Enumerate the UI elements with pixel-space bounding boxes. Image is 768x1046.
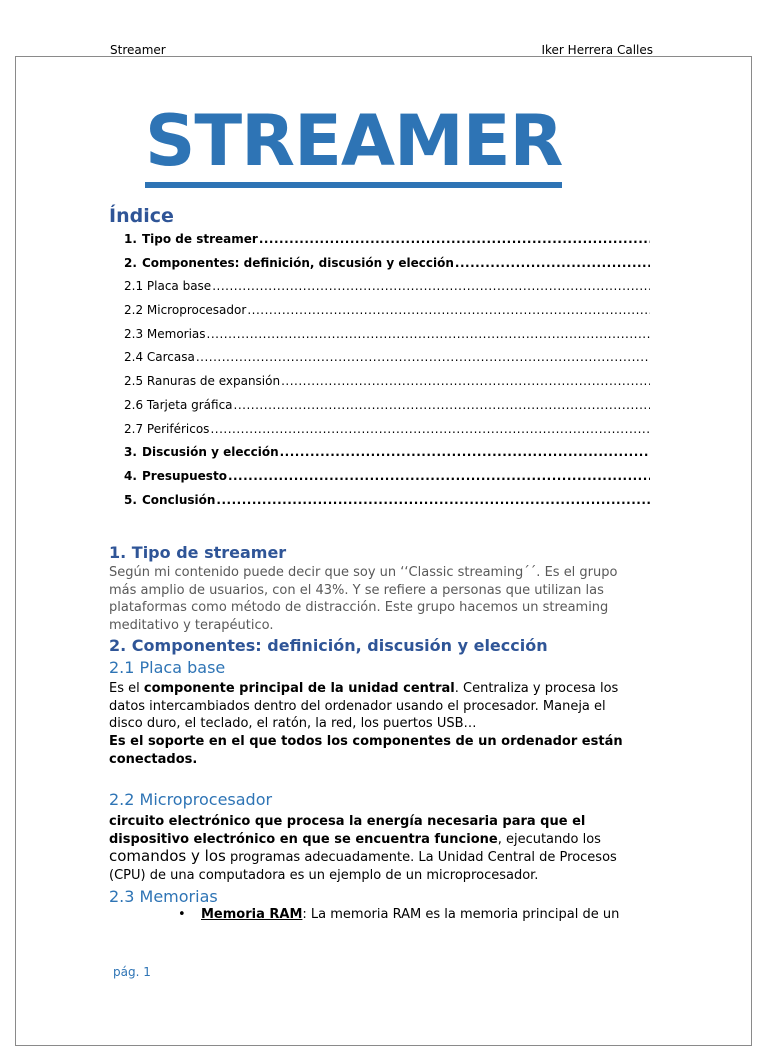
toc-leader-dots <box>212 279 650 293</box>
page-number: pág. 1 <box>113 965 151 979</box>
subsection-heading-microprocesador: 2.2 Microprocesador <box>109 790 273 809</box>
toc-leader-dots <box>207 327 650 341</box>
toc-item-label: 2.2 Microprocesador <box>124 303 247 318</box>
bullet-icon: • <box>178 907 186 922</box>
toc-leader-dots <box>196 350 650 364</box>
toc-leader-dots <box>455 256 650 270</box>
placa-base-definition <box>109 733 637 768</box>
text-run-bold: componente principal de la unidad central <box>143 681 455 696</box>
toc-heading: Índice <box>109 205 174 227</box>
toc-item-label: Componentes: definición, discusión y elección <box>142 255 454 270</box>
document-title: STREAMER <box>145 100 562 188</box>
toc-leader-dots <box>210 422 650 436</box>
toc-leader-dots <box>234 398 650 412</box>
toc-item[interactable] <box>124 445 650 469</box>
table-of-contents <box>124 232 650 516</box>
list-item-term: Memoria RAM <box>201 907 303 922</box>
toc-item-label: 2.3 Memorias <box>124 326 206 341</box>
section-heading-componentes: 2. Componentes: definición, discusión y elección <box>109 636 548 655</box>
toc-leader-dots <box>228 469 650 483</box>
toc-item-label: 2.4 Carcasa <box>124 350 195 365</box>
subsection-heading-memorias: 2.3 Memorias <box>109 887 218 906</box>
toc-item-label: 2.5 Ranuras de expansión <box>124 374 281 389</box>
toc-item[interactable] <box>124 303 650 327</box>
list-item-text: : La memoria RAM es la memoria principal de un <box>302 907 620 922</box>
toc-item-label: 2.7 Periféricos <box>124 421 210 436</box>
toc-item[interactable] <box>124 350 650 374</box>
toc-item-number: 2. <box>124 255 137 270</box>
toc-item-label: 2.6 Tarjeta gráfica <box>124 397 233 412</box>
toc-item-label: 2.1 Placa base <box>124 279 212 294</box>
toc-item-label: Conclusión <box>142 492 216 507</box>
toc-item-label: Discusión y elección <box>142 445 279 460</box>
text-run: Es el <box>109 681 144 696</box>
toc-item-label: Tipo de streamer <box>142 232 258 246</box>
memorias-list <box>178 907 619 922</box>
toc-item[interactable] <box>124 256 650 280</box>
text-run: . Centraliza y procesa los datos intercambiados dentro del ordenador usando el procesador. Maneja el disco duro, el teclado, el ratón, la red, los puertos USB… <box>109 681 619 732</box>
toc-item-number: 3. <box>124 445 137 460</box>
toc-leader-dots <box>216 493 650 507</box>
text-run: comandos y los <box>109 847 226 866</box>
section-paragraph-tipo-streamer: Según mi contenido puede decir que soy un ‘‘Classic streaming´´. Es el grupo más amplio de usuarios, con el 43%. Y se refiere a personas que utilizan las plataformas como método de distracción. Este grupo hacemos un streaming meditativo y terapéutico. <box>109 565 618 633</box>
toc-item-label: Presupuesto <box>142 468 227 483</box>
microprocesador-paragraph <box>109 813 637 884</box>
list-item <box>178 907 619 922</box>
toc-item[interactable] <box>124 279 650 303</box>
toc-item[interactable] <box>124 493 650 517</box>
toc-item[interactable] <box>124 374 650 398</box>
header-right-text: Iker Herrera Calles <box>541 43 653 57</box>
toc-leader-dots <box>280 445 650 459</box>
toc-leader-dots <box>259 232 650 246</box>
toc-leader-dots <box>247 303 650 317</box>
header-left-text: Streamer <box>110 43 166 57</box>
toc-item[interactable] <box>124 469 650 493</box>
text-run-bold: Es el soporte en el que todos los componentes de un ordenador están conectados. <box>109 734 623 767</box>
text-run: , ejecutando los <box>497 831 601 847</box>
toc-leader-dots <box>281 374 650 388</box>
section-heading-tipo-streamer: 1. Tipo de streamer <box>109 543 287 562</box>
toc-item[interactable] <box>124 327 650 351</box>
subsection-heading-placa-base: 2.1 Placa base <box>109 658 226 677</box>
toc-item[interactable] <box>124 398 650 422</box>
placa-base-paragraph <box>109 680 637 733</box>
text-run: programas adecuadamente. La Unidad Central de Procesos (CPU) de una computadora es un ejemplo de un microprocesador. <box>109 850 617 883</box>
toc-item[interactable] <box>124 232 650 256</box>
toc-item-number: 1. <box>124 232 137 246</box>
toc-item-number: 5. <box>124 492 137 507</box>
toc-item[interactable] <box>124 422 650 446</box>
text-run-bold: circuito electrónico que procesa la energía necesaria para que el dispositivo electrónico en que se encuentra funcione <box>109 814 586 847</box>
toc-item-number: 4. <box>124 468 137 483</box>
